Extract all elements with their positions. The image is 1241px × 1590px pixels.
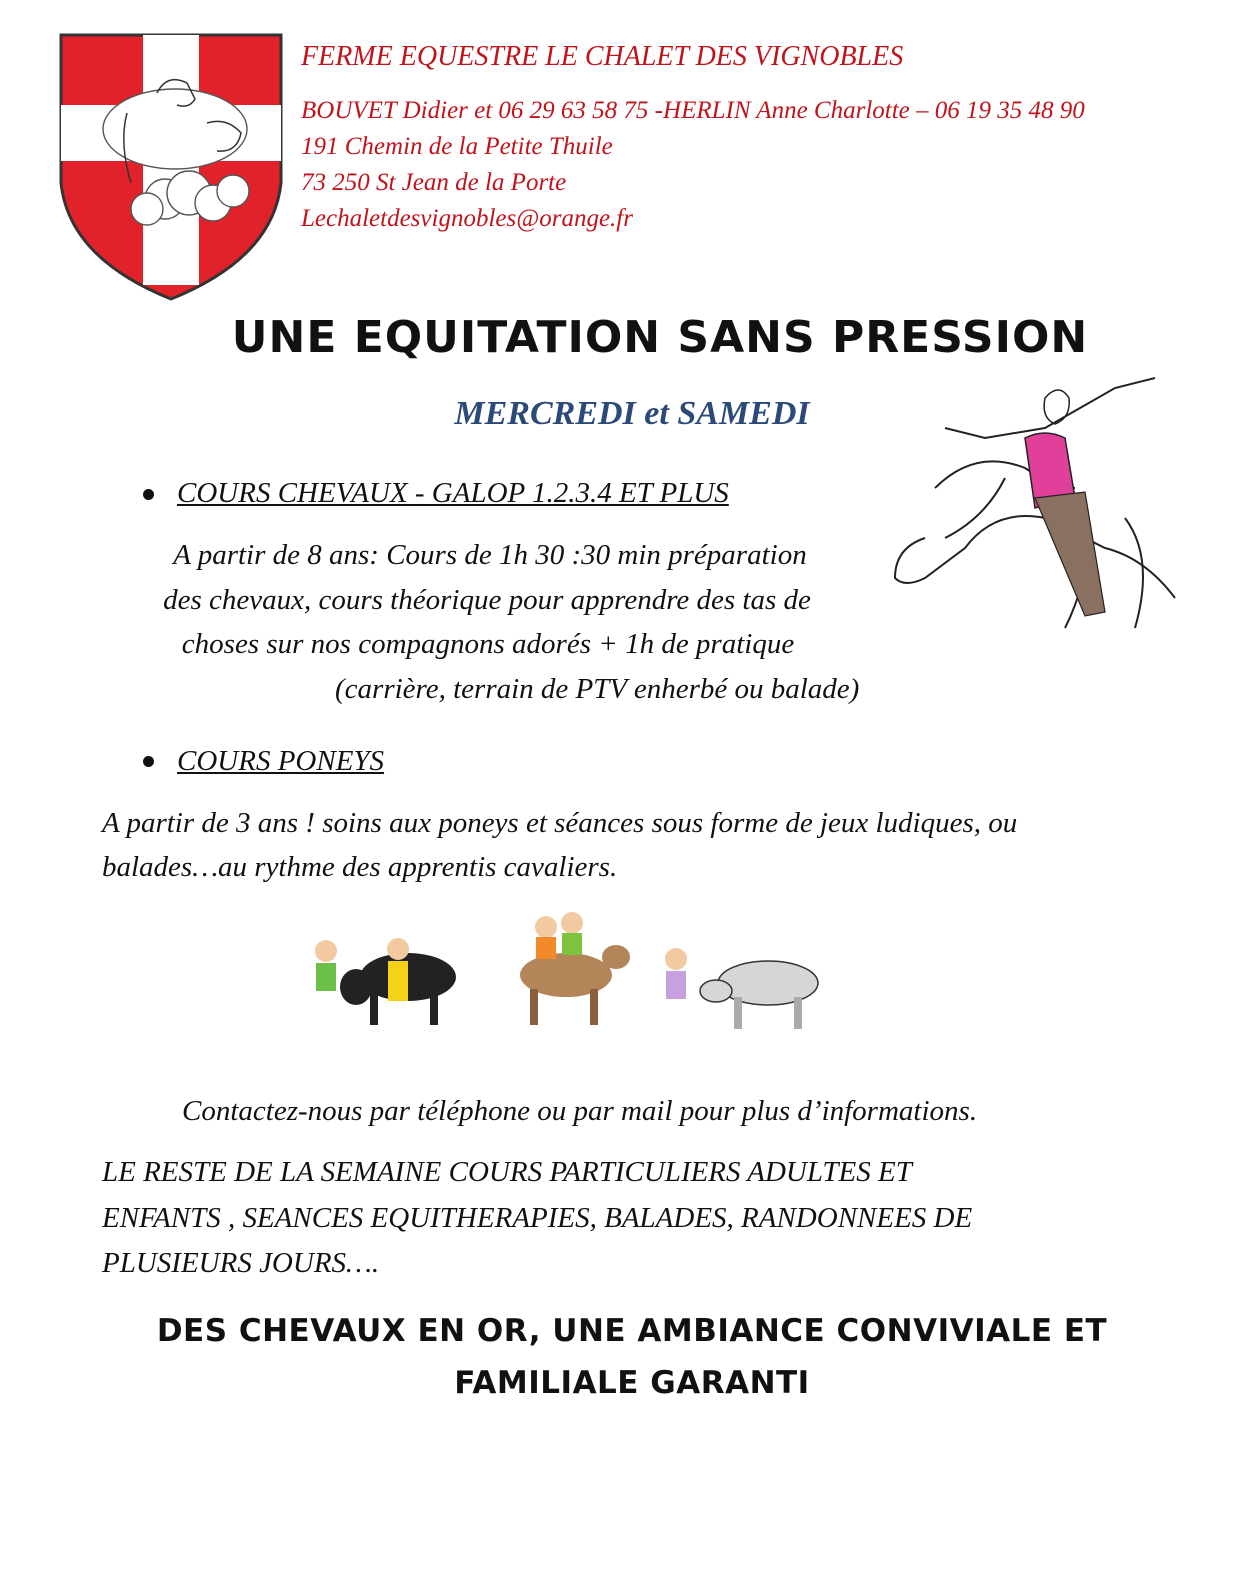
horses-description-line: choses sur nos compagnons adorés + 1h de pratique [181, 628, 795, 660]
rest-of-week-line: ENFANTS , SEANCES EQUITHERAPIES, BALADES, RANDONNEES DE [102, 1202, 973, 1234]
page-title: UNE EQUITATION SANS PRESSION [231, 312, 1089, 363]
street-address: 191 Chemin de la Petite Thuile [301, 133, 613, 160]
bullet-dot [143, 489, 154, 500]
slogan-line: DES CHEVAUX EN OR, UNE AMBIANCE CONVIVIALE ET [156, 1313, 1108, 1349]
children-ponies-illustration [298, 905, 848, 1040]
days-subtitle: MERCREDI et SAMEDI [454, 395, 810, 432]
ponies-description-line: A partir de 3 ans ! soins aux poneys et séances sous forme de jeux ludiques, ou [102, 807, 1018, 839]
slogan-line: FAMILIALE GARANTI [454, 1365, 810, 1401]
ponies-course-heading: COURS PONEYS [177, 745, 385, 777]
contact-phones: BOUVET Didier et 06 29 63 58 75 -HERLIN Anne Charlotte – 06 19 35 48 90 [301, 97, 1085, 124]
ponies-description-line: balades…au rythme des apprentis cavaliers. [102, 851, 618, 883]
email-address: Lechaletdesvignobles@orange.fr [301, 205, 633, 232]
rest-of-week-line: PLUSIEURS JOURS…. [102, 1247, 380, 1279]
horses-description-line: A partir de 8 ans: Cours de 1h 30 :30 min préparation [173, 539, 807, 571]
city-address: 73 250 St Jean de la Porte [301, 169, 567, 196]
horses-description-line: (carrière, terrain de PTV enherbé ou balade) [335, 673, 860, 705]
horses-description-line: des chevaux, cours théorique pour apprendre des tas de [163, 584, 811, 616]
rest-of-week-line: LE RESTE DE LA SEMAINE COURS PARTICULIERS ADULTES ET [102, 1156, 912, 1188]
bullet-dot [143, 756, 154, 767]
contact-note: Contactez-nous par téléphone ou par mail pour plus d’informations. [182, 1095, 978, 1127]
farm-name: FERME EQUESTRE LE CHALET DES VIGNOBLES [301, 41, 904, 72]
crest-logo [57, 33, 285, 301]
horses-course-heading: COURS CHEVAUX - GALOP 1.2.3.4 ET PLUS [177, 477, 729, 509]
